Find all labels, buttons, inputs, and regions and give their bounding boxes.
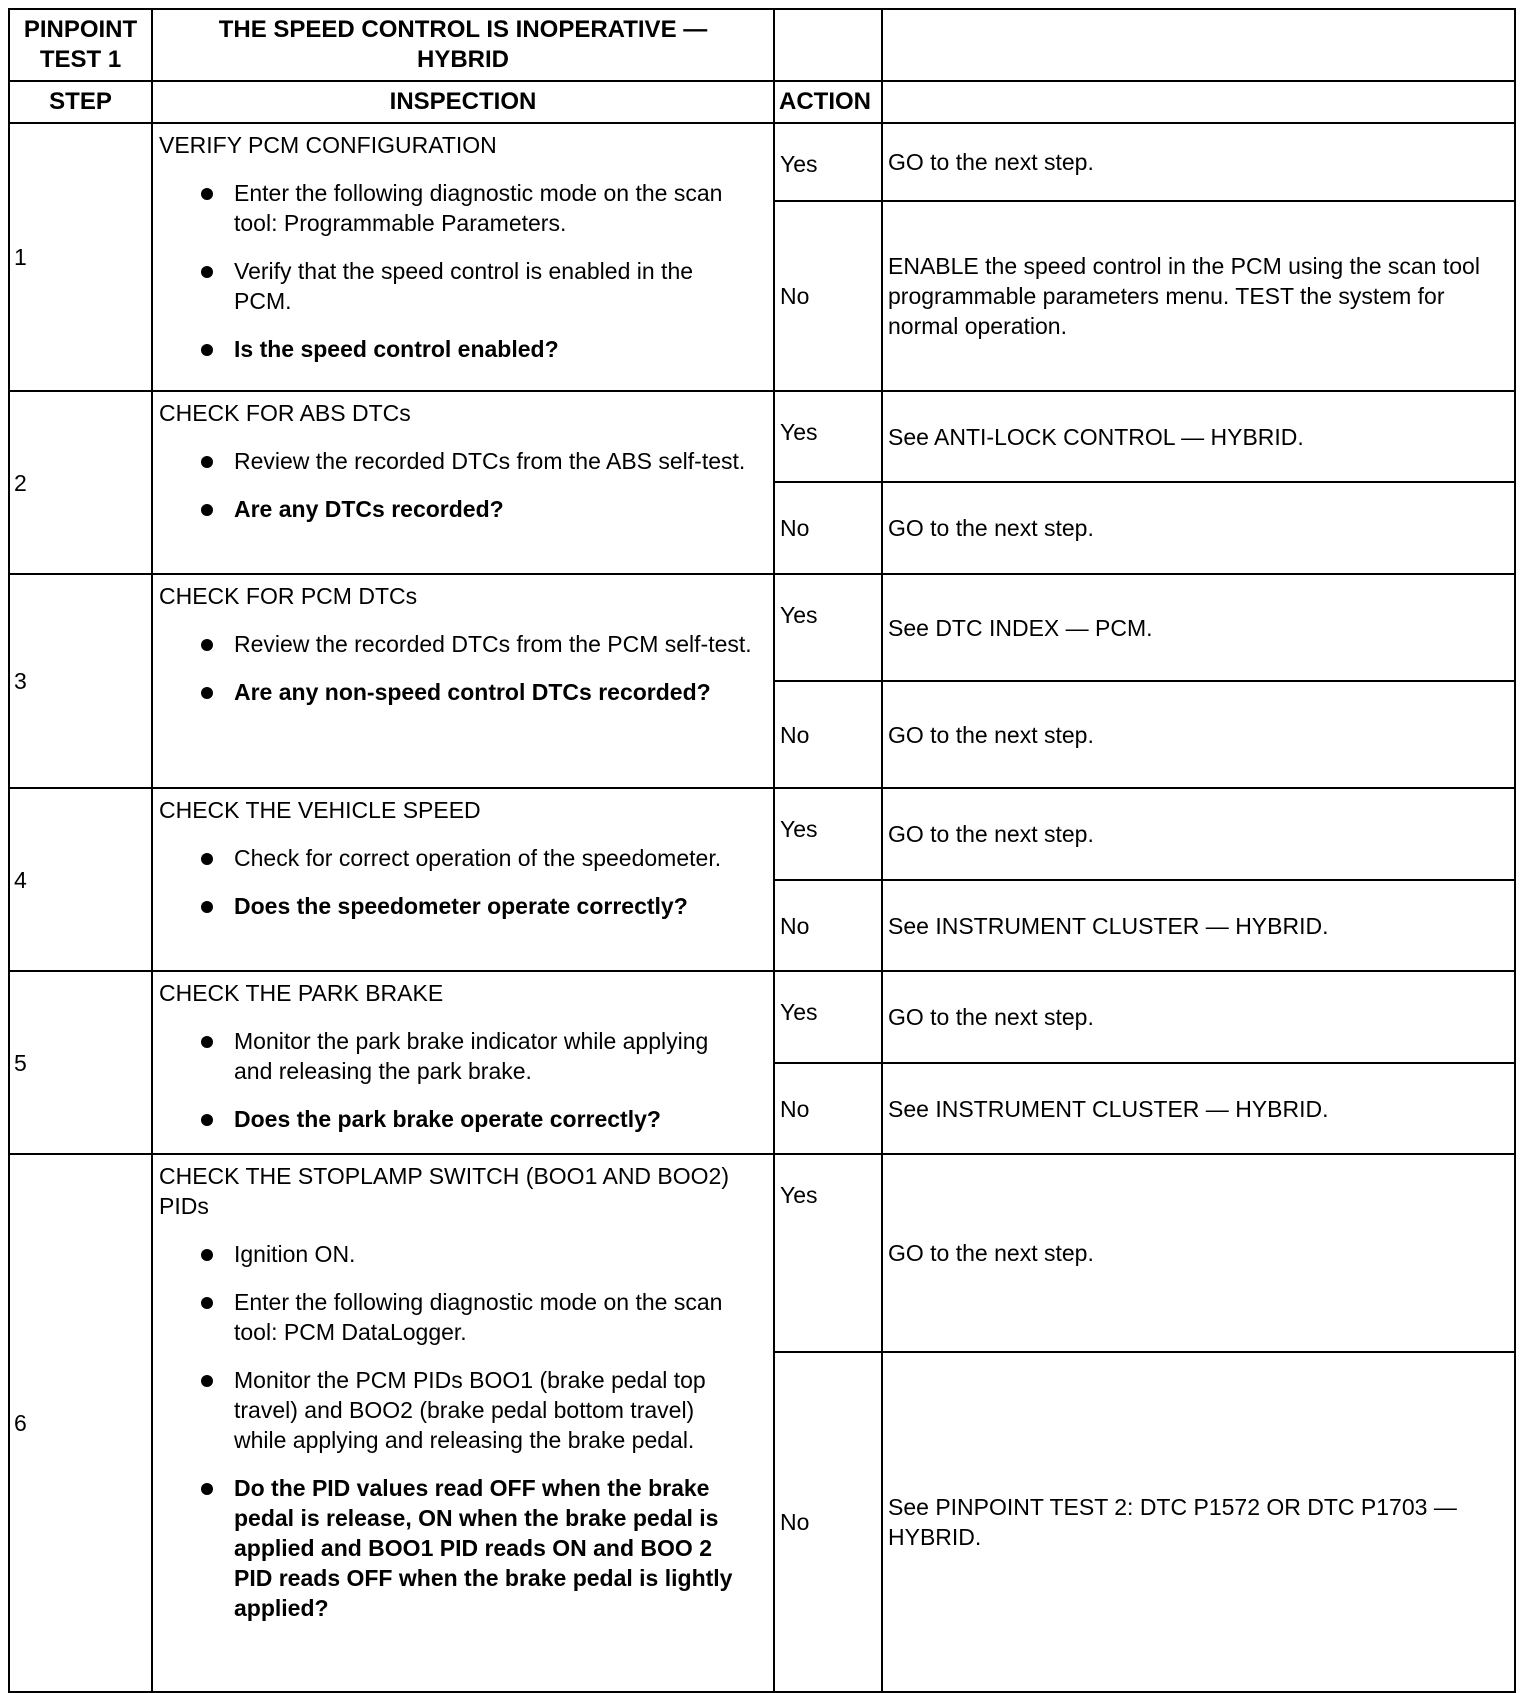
pinpoint-test-table bbox=[8, 8, 1516, 1693]
action-no-result: See PINPOINT TEST 2: DTC P1572 OR DTC P1703 — HYBRID. bbox=[882, 1352, 1515, 1692]
step-inspection bbox=[152, 123, 774, 391]
check-item: Check for correct operation of the speedometer. bbox=[159, 843, 753, 873]
column-header-row bbox=[9, 81, 1515, 123]
action-no-result: See INSTRUMENT CLUSTER — HYBRID. bbox=[882, 880, 1515, 971]
step-number: 1 bbox=[9, 123, 152, 391]
step-inspection bbox=[152, 788, 774, 971]
column-header-result bbox=[882, 81, 1515, 123]
action-yes-result: See ANTI-LOCK CONTROL — HYBRID. bbox=[882, 391, 1515, 482]
step-question: Do the PID values read OFF when the brake pedal is release, ON when the brake pedal is applied and BOO1 PID reads ON and BOO 2 PID reads OFF when the brake pedal is lightly applied? bbox=[159, 1473, 753, 1623]
action-yes-label: Yes bbox=[774, 123, 882, 201]
action-no-label: No bbox=[774, 1352, 882, 1692]
check-item: Verify that the speed control is enabled in the PCM. bbox=[159, 256, 753, 316]
step-inspection bbox=[152, 391, 774, 574]
action-yes-label: Yes bbox=[774, 574, 882, 681]
pinpoint-test-label: PINPOINT TEST 1 bbox=[9, 9, 152, 81]
title-row bbox=[9, 9, 1515, 81]
check-list bbox=[159, 629, 753, 707]
step-title: CHECK THE PARK BRAKE bbox=[159, 980, 444, 1006]
step-title: CHECK THE STOPLAMP SWITCH (BOO1 AND BOO2) PIDs bbox=[159, 1163, 730, 1219]
step-title: VERIFY PCM CONFIGURATION bbox=[159, 132, 497, 158]
check-list bbox=[159, 446, 753, 524]
title-row-empty-action bbox=[774, 9, 882, 81]
check-list bbox=[159, 1026, 753, 1134]
column-header-step: STEP bbox=[9, 81, 152, 123]
step-row bbox=[9, 1154, 1515, 1352]
step-inspection bbox=[152, 971, 774, 1154]
step-question: Is the speed control enabled? bbox=[159, 334, 753, 364]
check-item: Review the recorded DTCs from the PCM self-test. bbox=[159, 629, 753, 659]
pinpoint-test-document bbox=[8, 8, 1514, 1682]
step-number: 2 bbox=[9, 391, 152, 574]
step-row bbox=[9, 788, 1515, 880]
action-yes-label: Yes bbox=[774, 788, 882, 880]
action-yes-result: GO to the next step. bbox=[882, 788, 1515, 880]
check-item: Review the recorded DTCs from the ABS self-test. bbox=[159, 446, 753, 476]
action-no-result: GO to the next step. bbox=[882, 681, 1515, 788]
check-list bbox=[159, 1239, 753, 1623]
action-no-result: GO to the next step. bbox=[882, 482, 1515, 574]
check-item: Ignition ON. bbox=[159, 1239, 753, 1269]
action-no-label: No bbox=[774, 681, 882, 788]
step-inspection bbox=[152, 1154, 774, 1692]
step-question: Are any DTCs recorded? bbox=[159, 494, 753, 524]
test-title: THE SPEED CONTROL IS INOPERATIVE — HYBRID bbox=[152, 9, 774, 81]
step-row bbox=[9, 391, 1515, 482]
action-yes-result: GO to the next step. bbox=[882, 971, 1515, 1063]
column-header-inspection: INSPECTION bbox=[152, 81, 774, 123]
step-title: CHECK FOR ABS DTCs bbox=[159, 400, 411, 426]
step-number: 3 bbox=[9, 574, 152, 788]
action-yes-result: GO to the next step. bbox=[882, 123, 1515, 201]
action-no-label: No bbox=[774, 482, 882, 574]
action-no-label: No bbox=[774, 880, 882, 971]
action-no-result: See INSTRUMENT CLUSTER — HYBRID. bbox=[882, 1063, 1515, 1154]
action-yes-label: Yes bbox=[774, 1154, 882, 1352]
check-item: Monitor the PCM PIDs BOO1 (brake pedal top travel) and BOO2 (brake pedal bottom travel) while applying and releasing the brake pedal. bbox=[159, 1365, 753, 1455]
step-title: CHECK THE VEHICLE SPEED bbox=[159, 797, 481, 823]
step-row bbox=[9, 123, 1515, 201]
step-title: CHECK FOR PCM DTCs bbox=[159, 583, 418, 609]
title-row-empty-result bbox=[882, 9, 1515, 81]
action-no-label: No bbox=[774, 201, 882, 391]
step-row bbox=[9, 971, 1515, 1063]
action-no-result: ENABLE the speed control in the PCM using the scan tool programmable parameters menu. TEST the system for normal operation. bbox=[882, 201, 1515, 391]
check-item: Enter the following diagnostic mode on the scan tool: Programmable Parameters. bbox=[159, 178, 753, 238]
step-number: 5 bbox=[9, 971, 152, 1154]
action-yes-result: See DTC INDEX — PCM. bbox=[882, 574, 1515, 681]
check-list bbox=[159, 178, 753, 364]
step-number: 4 bbox=[9, 788, 152, 971]
action-yes-result: GO to the next step. bbox=[882, 1154, 1515, 1352]
column-header-action: ACTION bbox=[774, 81, 882, 123]
action-no-label: No bbox=[774, 1063, 882, 1154]
check-item: Monitor the park brake indicator while applying and releasing the park brake. bbox=[159, 1026, 753, 1086]
step-question: Does the speedometer operate correctly? bbox=[159, 891, 753, 921]
step-inspection bbox=[152, 574, 774, 788]
action-yes-label: Yes bbox=[774, 971, 882, 1063]
check-list bbox=[159, 843, 753, 921]
step-question: Are any non-speed control DTCs recorded? bbox=[159, 677, 753, 707]
step-row bbox=[9, 574, 1515, 681]
action-yes-label: Yes bbox=[774, 391, 882, 482]
check-item: Enter the following diagnostic mode on the scan tool: PCM DataLogger. bbox=[159, 1287, 753, 1347]
step-number: 6 bbox=[9, 1154, 152, 1692]
step-question: Does the park brake operate correctly? bbox=[159, 1104, 753, 1134]
